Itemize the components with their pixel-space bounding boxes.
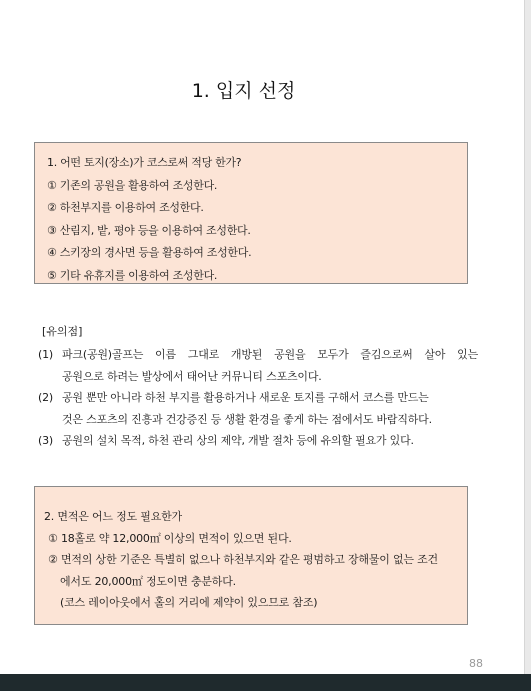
note-item-1-continued (38, 366, 478, 388)
site-question-box (34, 142, 468, 284)
area-answer-2: ② 면적의 상한 기준은 특별히 없으나 하천부지와 같은 평범하고 장해물이 없는 조건 (48, 553, 438, 566)
area-answer-2-continued: 에서도 20,000㎡ 정도이면 충분하다. (60, 574, 236, 588)
note-number: (2) (38, 391, 53, 404)
note-item-2 (38, 387, 478, 409)
page-title: 1. 입지 선정 (191, 80, 296, 102)
note-number: (3) (38, 434, 53, 447)
note-item-3 (38, 430, 478, 452)
notes-heading: [유의점] (42, 325, 83, 338)
note-item-2-continued (38, 409, 478, 431)
page-number: 88 (469, 657, 483, 670)
note-text: 공원으로 하려는 발상에서 태어난 커뮤니티 스포츠이다. (62, 369, 322, 383)
footer-bar (0, 674, 531, 691)
site-option-4: ④ 스키장의 경사면 등을 활용하여 조성한다. (47, 246, 252, 259)
note-text: 공원의 설치 목적, 하천 관리 상의 제약, 개발 절차 등에 유의할 필요가 있다. (62, 434, 414, 447)
note-number: (1) (38, 348, 53, 361)
area-question-box (34, 486, 468, 625)
note-text: 공원 뿐만 아니라 하천 부지를 활용하거나 새로운 토지를 구해서 코스를 만드는 (62, 391, 429, 404)
area-answer-1: ① 18홀로 약 12,000㎡ 이상의 면적이 있으면 된다. (48, 531, 292, 545)
site-option-1: ① 기존의 공원을 활용하여 조성한다. (47, 178, 218, 192)
area-question: 2. 면적은 어느 정도 필요한가 (44, 510, 182, 523)
note-text: 것은 스포츠의 진흥과 건강증진 등 생활 환경을 좋게 하는 점에서도 바람직하다. (62, 412, 432, 426)
note-item-1 (38, 344, 478, 366)
site-question: 1. 어떤 토지(장소)가 코스로써 적당 한가? (47, 156, 242, 169)
area-note: (코스 레이아웃에서 홀의 거리에 제약이 있으므로 참조) (60, 596, 318, 609)
notes-section (38, 321, 478, 452)
note-text: 파크(공원)골프는 이름 그대로 개방된 공원을 모두가 즐김으로써 살아 있는 (62, 348, 478, 361)
site-option-2: ② 하천부지를 이용하여 조성한다. (47, 201, 204, 214)
site-option-3: ③ 산림지, 밭, 평야 등을 이용하여 조성한다. (47, 223, 251, 237)
site-option-5: ⑤ 기타 유휴지를 이용하여 조성한다. (47, 268, 218, 282)
page-edge (524, 0, 531, 674)
